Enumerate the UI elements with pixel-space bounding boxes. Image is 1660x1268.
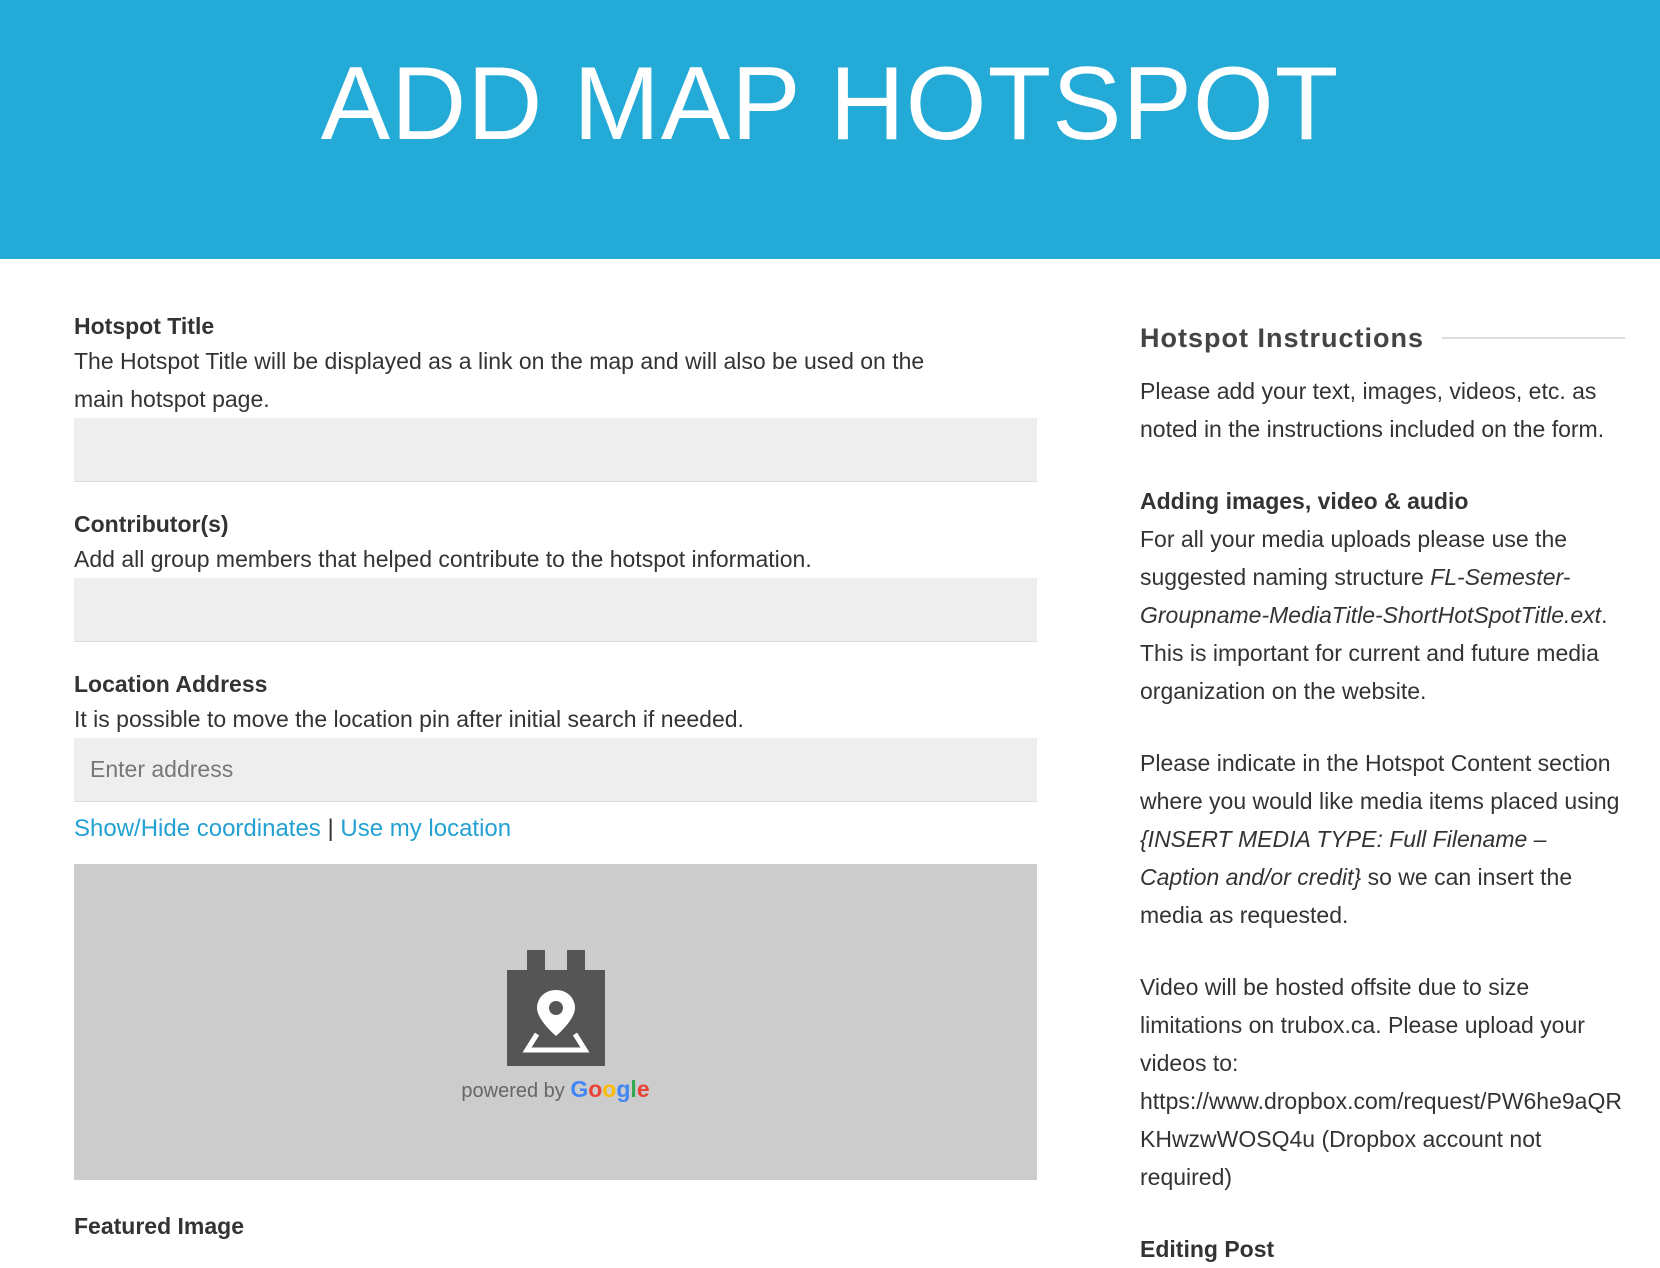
google-wordmark <box>570 1076 649 1102</box>
media-naming-text: For all your media uploads please use the suggested naming structure <box>1140 526 1568 590</box>
media-heading: Adding images, video & audio <box>1140 488 1469 514</box>
editing-post-heading: Editing Post <box>1140 1236 1275 1262</box>
google-letter: o <box>602 1076 617 1102</box>
location-field <box>74 668 1037 1180</box>
contributors-label: Contributor(s) <box>74 511 229 537</box>
location-map[interactable] <box>74 864 1037 1180</box>
media-placement-text: Please indicate in the Hotspot Content section where you would like media items placed using <box>1140 750 1620 814</box>
contributors-description: Add all group members that helped contribute to the hotspot information. <box>74 546 812 572</box>
contributors-field <box>74 508 1037 642</box>
location-links <box>74 812 1037 846</box>
hotspot-title-description: The Hotspot Title will be displayed as a link on the map and will also be used on the main hotspot page. <box>74 348 925 412</box>
powered-by-text: powered by <box>461 1080 565 1102</box>
media-naming-text-end: . This is important for current and future media organization on the website. <box>1140 602 1608 704</box>
location-description: It is possible to move the location pin after initial search if needed. <box>74 706 744 732</box>
video-upload-paragraph: Video will be hosted offsite due to size limitations on trubox.ca. Please upload your videos to: https://www.dropbox.com/request/PW6he9aQRKHwzwWOSQ4u (Dropbox account not required) <box>1140 974 1622 1190</box>
naming-structure: FL-Semester-Groupname-MediaTitle-ShortHotSpotTitle.ext <box>1140 564 1602 628</box>
sidebar-heading-row <box>1140 318 1625 358</box>
page-banner <box>0 0 1660 259</box>
google-letter: l <box>630 1076 637 1102</box>
sidebar-heading: Hotspot Instructions <box>1140 322 1424 353</box>
map-pin-calendar-icon <box>507 950 605 1066</box>
contributors-input[interactable] <box>74 578 1037 642</box>
google-letter: G <box>570 1076 589 1102</box>
location-address-input[interactable] <box>74 738 1037 802</box>
location-label: Location Address <box>74 671 268 697</box>
use-my-location-link[interactable]: Use my location <box>340 815 512 842</box>
powered-by-google <box>74 1076 1037 1103</box>
media-placement-paragraph <box>1140 744 1625 934</box>
instructions-sidebar <box>1140 318 1625 1268</box>
google-letter: e <box>636 1076 650 1102</box>
google-letter: g <box>616 1076 631 1102</box>
sidebar-intro: Please add your text, images, videos, etc. as noted in the instructions included on the form. <box>1140 378 1605 442</box>
featured-image-label: Featured Image <box>74 1213 244 1239</box>
hotspot-title-field <box>74 310 1037 482</box>
media-placement-text-end: so we can insert the media as requested. <box>1140 864 1573 928</box>
hotspot-form <box>74 310 1037 1242</box>
hotspot-title-label: Hotspot Title <box>74 313 215 339</box>
show-hide-coordinates-link[interactable]: Show/Hide coordinates <box>74 815 321 842</box>
media-insert-syntax: {INSERT MEDIA TYPE: Full Filename – Caption and/or credit} <box>1140 826 1547 890</box>
google-letter: o <box>588 1076 603 1102</box>
page-title: ADD MAP HOTSPOT <box>320 46 1340 162</box>
featured-image-field <box>74 1210 1037 1242</box>
heading-divider <box>1442 337 1625 339</box>
hotspot-title-input[interactable] <box>74 418 1037 482</box>
media-naming-paragraph <box>1140 520 1625 710</box>
link-separator: | <box>327 815 334 842</box>
